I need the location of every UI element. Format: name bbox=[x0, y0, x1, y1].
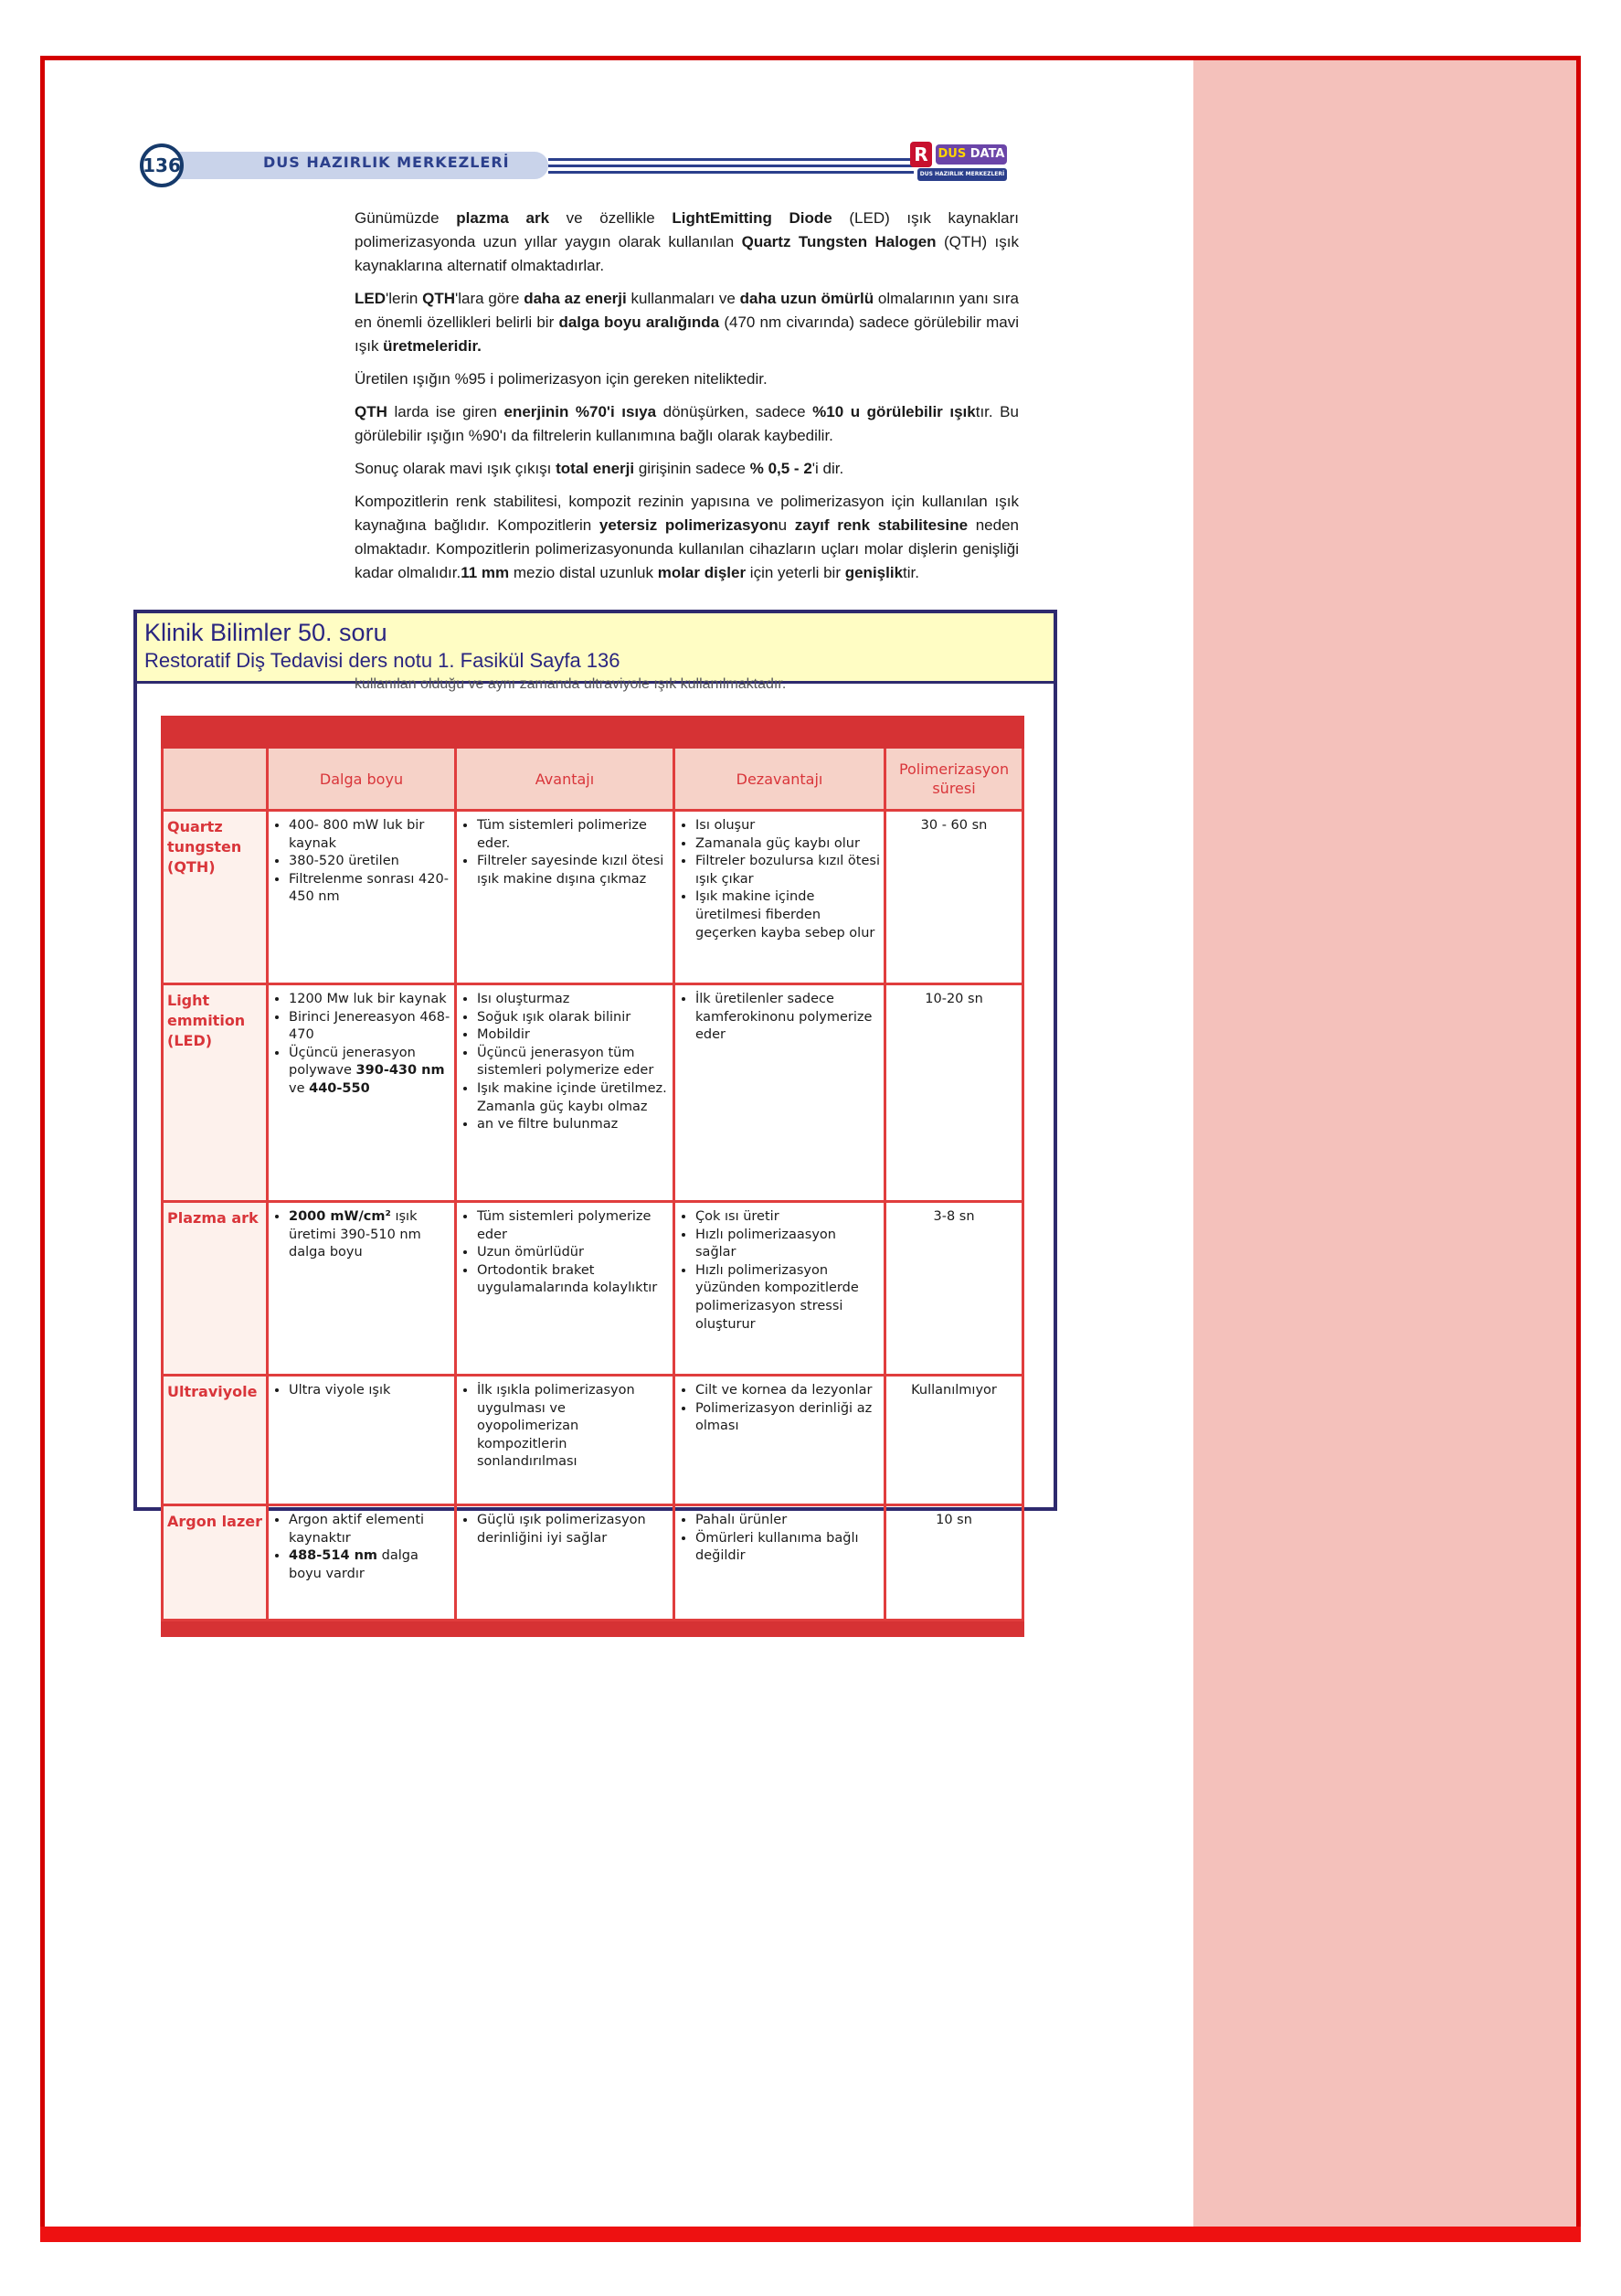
text-run: Hızlı polimerizasyon yüzünden kompozitlerde polimerizasyon stressi oluşturur bbox=[695, 1262, 859, 1332]
row-header: Ultraviyole bbox=[163, 1376, 268, 1505]
cell-dis bbox=[674, 1505, 885, 1621]
bullet-item bbox=[695, 835, 880, 854]
text-run: Üçüncü jenerasyon tüm sistemleri polymerize eder bbox=[477, 1045, 654, 1079]
cell-wave bbox=[268, 1202, 456, 1376]
bullet-item bbox=[477, 1244, 669, 1262]
text-run: 380-520 üretilen bbox=[289, 854, 399, 869]
text-run: Zamanala güç kaybı olur bbox=[695, 835, 860, 851]
text-run: Tüm sistemleri polimerize eder. bbox=[477, 818, 647, 851]
bullet-list bbox=[461, 1382, 669, 1472]
bold-text: LightEmitting Diode bbox=[672, 209, 832, 227]
bullet-item bbox=[695, 1262, 880, 1334]
bold-text: üretmeleridir. bbox=[383, 337, 482, 355]
bullet-item bbox=[289, 853, 450, 871]
table-header-row bbox=[163, 748, 1023, 811]
logo-tagline: DUS HAZIRLIK MERKEZLERİ bbox=[917, 168, 1007, 181]
text-run: girişinin sadece bbox=[634, 460, 750, 477]
source-note-box bbox=[133, 610, 1057, 1581]
bold-text: 390-430 nm bbox=[355, 1063, 445, 1079]
text-run: İlk üretilenler sadece kamferokinonu polymerize eder bbox=[695, 992, 873, 1043]
bullet-list bbox=[461, 991, 669, 1134]
text-run: Ömürleri kullanıma bağlı değildir bbox=[695, 1530, 859, 1564]
bullet-list bbox=[272, 1208, 450, 1262]
bullet-item bbox=[695, 1227, 880, 1262]
column-header: Polimerizasyon süresi bbox=[885, 748, 1023, 811]
bold-text: daha az enerji bbox=[524, 290, 627, 307]
text-run: dönüşürken, sadece bbox=[656, 403, 813, 420]
logo-mark: R bbox=[910, 142, 932, 167]
table-top-band bbox=[163, 718, 1023, 748]
bullet-item bbox=[289, 991, 450, 1009]
bullet-list bbox=[272, 1382, 450, 1400]
bold-text: QTH bbox=[355, 403, 387, 420]
cell-dis bbox=[674, 984, 885, 1202]
text-run: ve bbox=[289, 1080, 310, 1096]
text-run: Sonuç olarak mavi ışık çıkışı bbox=[355, 460, 556, 477]
bullet-list bbox=[272, 817, 450, 907]
bold-text: 440-550 bbox=[309, 1080, 370, 1096]
bullet-item bbox=[477, 1116, 669, 1134]
bold-text: plazma ark bbox=[456, 209, 550, 227]
bullet-item bbox=[289, 1512, 450, 1547]
text-run: Ortodontik braket uygulamalarında kolaylıktır bbox=[477, 1262, 658, 1296]
source-note-title: Klinik Bilimler 50. soru bbox=[144, 619, 387, 646]
bullet-list bbox=[679, 1208, 880, 1334]
cell-adv bbox=[456, 1505, 674, 1621]
text-run: 400- 800 mW luk bir kaynak bbox=[289, 818, 425, 851]
text-run: Polimerizasyon derinliği az olması bbox=[695, 1400, 873, 1434]
bold-text: dalga boyu aralığında bbox=[558, 314, 720, 331]
text-run: Işık makine içinde üretilmesi fiberden geçerken kayba sebep olur bbox=[695, 889, 875, 941]
bullet-list bbox=[461, 1208, 669, 1298]
row-header: Light emmition (LED) bbox=[163, 984, 268, 1202]
logo-wordmark: DUS DATA bbox=[936, 144, 1007, 165]
bold-text: molar dişler bbox=[657, 564, 747, 581]
source-note-subtitle: Restoratif Diş Tedavisi ders notu 1. Fasikül Sayfa 136 bbox=[144, 649, 620, 672]
bullet-item bbox=[695, 1512, 880, 1530]
text-run: dalga boyu vardır bbox=[289, 1548, 418, 1581]
cell-wave bbox=[268, 984, 456, 1202]
cell-dis bbox=[674, 1376, 885, 1505]
text-run: Pahalı ürünler bbox=[695, 1513, 788, 1527]
text-run: an ve filtre bulunmaz bbox=[477, 1117, 619, 1132]
bullet-item bbox=[477, 1009, 669, 1027]
cell-adv bbox=[456, 984, 674, 1202]
text-run: 1200 Mw luk bir kaynak bbox=[289, 992, 447, 1006]
header-rule bbox=[548, 165, 914, 167]
text-run: neden olmaktadır. Kompozitlerin polimerizasyonunda kullanılan cihazların uçları molar dişlerin genişliği kadar olmalıdır. bbox=[355, 516, 1019, 581]
cell-adv bbox=[456, 1376, 674, 1505]
text-run: mezio distal uzunluk bbox=[509, 564, 658, 581]
cell-time: 10-20 sn bbox=[885, 984, 1023, 1202]
bullet-item bbox=[695, 991, 880, 1045]
bullet-item bbox=[477, 853, 669, 888]
cell-time: Kullanılmıyor bbox=[885, 1376, 1023, 1505]
bullet-item bbox=[695, 1400, 880, 1436]
row-header: Plazma ark bbox=[163, 1202, 268, 1376]
page-number: 136 bbox=[140, 144, 184, 187]
text-run: ışık üretimi 390-510 nm dalga boyu bbox=[289, 1209, 421, 1260]
bullet-list bbox=[679, 817, 880, 942]
bullet-item bbox=[477, 1045, 669, 1080]
cell-time: 30 - 60 sn bbox=[885, 811, 1023, 984]
text-run: Filtreler bozulursa kızıl ötesi ışık çıkar bbox=[695, 854, 880, 887]
bold-text: total enerji bbox=[556, 460, 635, 477]
bullet-item bbox=[695, 1530, 880, 1566]
bullet-item bbox=[695, 817, 880, 835]
table-row bbox=[163, 984, 1023, 1202]
source-note-header bbox=[137, 613, 1054, 684]
bold-text: Quartz Tungsten Halogen bbox=[741, 233, 937, 250]
bold-text: yetersiz polimerizasyon bbox=[599, 516, 779, 534]
bullet-item bbox=[289, 1208, 450, 1262]
text-run: Isı oluşturmaz bbox=[477, 992, 570, 1006]
cell-time: 3-8 sn bbox=[885, 1202, 1023, 1376]
text-run: Işık makine içinde üretilmez. Zamanla güç kaybı olmaz bbox=[477, 1080, 667, 1114]
cell-wave bbox=[268, 1376, 456, 1505]
text-run: Filtrelenme sonrası 420-450 nm bbox=[289, 871, 449, 905]
cell-time: 10 sn bbox=[885, 1505, 1023, 1621]
text-run: Ultra viyole ışık bbox=[289, 1383, 391, 1398]
bullet-item bbox=[695, 888, 880, 942]
bullet-item bbox=[289, 1009, 450, 1045]
header-rule bbox=[548, 171, 914, 174]
cell-wave bbox=[268, 811, 456, 984]
text-run: (470 nm civarında) sadece görülebilir mavi ışık bbox=[355, 314, 1019, 355]
bullet-list bbox=[679, 991, 880, 1045]
column-header: Dezavantajı bbox=[674, 748, 885, 811]
text-run: Günümüzde bbox=[355, 209, 457, 227]
bullet-item bbox=[477, 1208, 669, 1244]
brand-logo bbox=[910, 139, 1011, 185]
text-run: Kompozitlerin renk stabilitesi, kompozit rezinin yapısına ve polimerizasyon için kullanılan ışık kaynağına bağlıdır. Kompozitlerin bbox=[355, 493, 1019, 534]
paragraph bbox=[355, 287, 1019, 358]
header-rule bbox=[548, 158, 914, 161]
table-row bbox=[163, 811, 1023, 984]
table-row bbox=[163, 1376, 1023, 1505]
text-run: kullanmaları ve bbox=[626, 290, 740, 307]
text-run: ve özellikle bbox=[549, 209, 673, 227]
bullet-item bbox=[477, 1080, 669, 1116]
side-panel bbox=[1193, 60, 1576, 2238]
paragraph bbox=[355, 457, 1019, 481]
paragraph bbox=[355, 400, 1019, 448]
bullet-item bbox=[477, 1382, 669, 1472]
bullet-list bbox=[272, 1512, 450, 1583]
bullet-item bbox=[289, 1547, 450, 1583]
text-run: için yeterli bir bbox=[746, 564, 845, 581]
bullet-item bbox=[477, 1262, 669, 1298]
light-source-table bbox=[161, 716, 1024, 1637]
column-header bbox=[163, 748, 268, 811]
text-run: Argon aktif elementi kaynaktır bbox=[289, 1513, 425, 1546]
text-run: Soğuk ışık olarak bilinir bbox=[477, 1009, 631, 1025]
bold-text: 2000 mW/cm² bbox=[289, 1209, 391, 1224]
bullet-list bbox=[461, 817, 669, 888]
text-run: (QTH) ışık kaynaklarına alternatif olmaktadırlar. bbox=[355, 233, 1019, 274]
bold-text: % 0,5 - 2 bbox=[749, 460, 812, 477]
bullet-list bbox=[461, 1512, 669, 1547]
bold-text: genişlik bbox=[844, 564, 904, 581]
bullet-item bbox=[289, 1382, 450, 1400]
bold-text: LED bbox=[355, 290, 386, 307]
bullet-list bbox=[679, 1512, 880, 1566]
paragraph bbox=[355, 490, 1019, 585]
bottom-bar bbox=[40, 2227, 1581, 2242]
bullet-item bbox=[477, 1026, 669, 1045]
bold-text: QTH bbox=[422, 290, 456, 307]
text-run: Üçüncü jenerasyon polywave bbox=[289, 1045, 416, 1079]
paragraph bbox=[355, 207, 1019, 278]
bullet-list bbox=[679, 1382, 880, 1436]
text-run: 'lerin bbox=[386, 290, 423, 307]
text-run: Hızlı polimerizaasyon sağlar bbox=[695, 1227, 836, 1260]
table-row bbox=[163, 1505, 1023, 1621]
text-run: Cilt ve kornea da lezyonlar bbox=[695, 1383, 873, 1398]
bullet-item bbox=[695, 853, 880, 888]
text-run: Uzun ömürlüdür bbox=[477, 1245, 584, 1260]
bullet-item bbox=[695, 1382, 880, 1400]
text-run: u bbox=[778, 516, 795, 534]
bold-text: daha uzun ömürlü bbox=[739, 290, 874, 307]
table-row bbox=[163, 1202, 1023, 1376]
bold-text: 11 mm bbox=[461, 564, 510, 581]
obscured-text: kullanılan olduğu ve aynı zamanda ultraviyole ışık kullanılmaktadır. bbox=[355, 676, 787, 692]
table-bottom-band bbox=[163, 1621, 1023, 1636]
text-run: Filtreler sayesinde kızıl ötesi ışık makine dışına çıkmaz bbox=[477, 854, 664, 887]
text-run: Tüm sistemleri polymerize eder bbox=[477, 1209, 652, 1242]
paragraph bbox=[355, 367, 1019, 391]
column-header: Avantajı bbox=[456, 748, 674, 811]
text-run: tır. Bu görülebilir ışığın %90'ı da filtrelerin kullanımına bağlı olarak kaybedilir. bbox=[355, 403, 1019, 444]
row-header: Argon lazer bbox=[163, 1505, 268, 1621]
text-run: Mobildir bbox=[477, 1027, 530, 1043]
text-run: Birinci Jenereasyon 468-470 bbox=[289, 1009, 450, 1043]
bullet-item bbox=[695, 1208, 880, 1227]
text-run: 'lara göre bbox=[455, 290, 524, 307]
text-run: larda ise giren bbox=[387, 403, 504, 420]
row-header: Quartz tungsten (QTH) bbox=[163, 811, 268, 984]
cell-adv bbox=[456, 811, 674, 984]
text-run: tir. bbox=[903, 564, 919, 581]
bullet-item bbox=[289, 1045, 450, 1099]
bullet-item bbox=[477, 1512, 669, 1547]
cell-dis bbox=[674, 811, 885, 984]
text-run: Güçlü ışık polimerizasyon derinliğini iyi sağlar bbox=[477, 1513, 646, 1546]
text-run: Isı oluşur bbox=[695, 818, 756, 833]
bullet-list bbox=[272, 991, 450, 1099]
column-header: Dalga boyu bbox=[268, 748, 456, 811]
cell-adv bbox=[456, 1202, 674, 1376]
text-run: olmalarının yanı sıra en önemli özellikleri belirli bir bbox=[355, 290, 1019, 331]
bold-text: enerjinin %70'i ısıya bbox=[503, 403, 657, 420]
bullet-item bbox=[477, 817, 669, 853]
bold-text: zayıf renk stabilitesine bbox=[794, 516, 969, 534]
text-run: Çok ısı üretir bbox=[695, 1209, 779, 1224]
header-title: DUS HAZIRLIK MERKEZLERİ bbox=[263, 154, 510, 171]
cell-wave bbox=[268, 1505, 456, 1621]
bold-text: 488-514 nm bbox=[289, 1548, 378, 1564]
bullet-item bbox=[289, 817, 450, 853]
bold-text: %10 u görülebilir ışık bbox=[812, 403, 976, 420]
text-run: 'i dir. bbox=[811, 460, 844, 477]
text-run: Üretilen ışığın %95 i polimerizasyon için gereken niteliktedir. bbox=[355, 370, 768, 388]
text-run: İlk ışıkla polimerizasyon uygulması ve oyopolimerizan kompozitlerin sonlandırılması bbox=[477, 1383, 635, 1470]
cell-dis bbox=[674, 1202, 885, 1376]
bullet-item bbox=[477, 991, 669, 1009]
text-run: (LED) ışık kaynakları polimerizasyonda uzun yıllar yaygın olarak kullanılan bbox=[355, 209, 1019, 250]
bullet-item bbox=[289, 871, 450, 907]
